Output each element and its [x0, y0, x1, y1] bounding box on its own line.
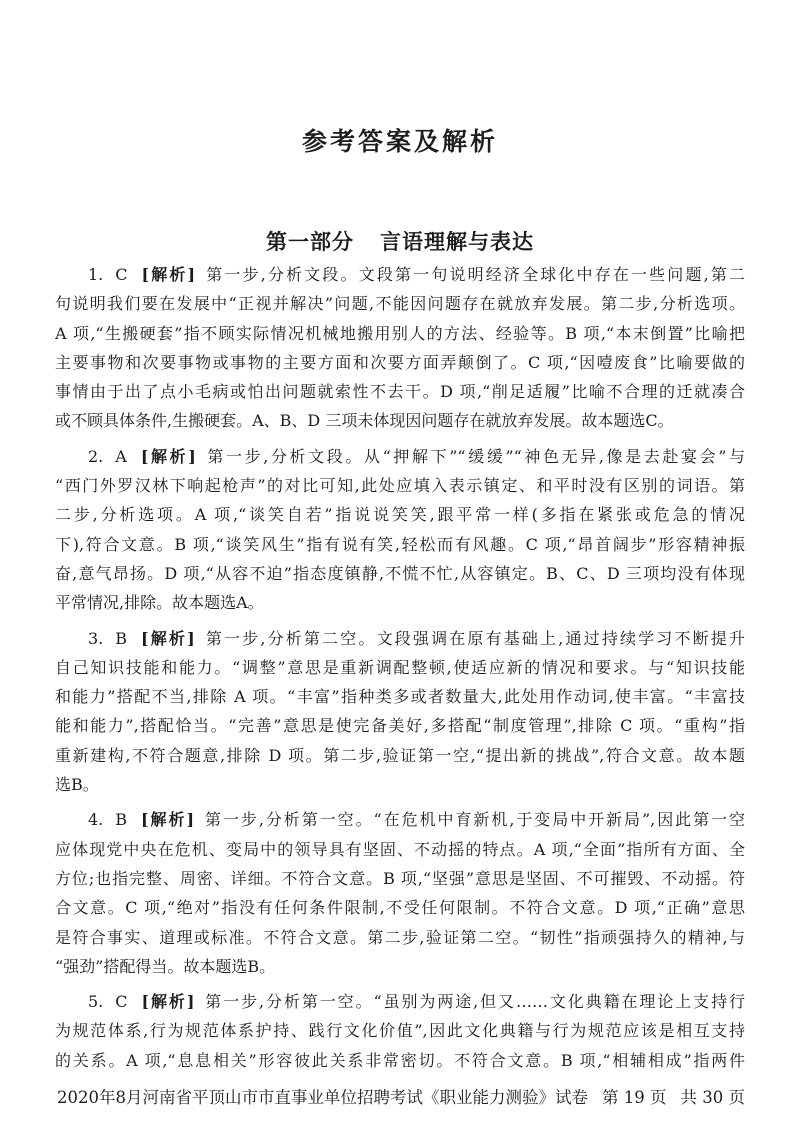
- explanation-line: 的关系。A 项,“息息相关”形容彼此关系非常密切。不符合文意。B 项,“相辅相成”指两件: [55, 1050, 745, 1070]
- explanation-line: [55, 624, 745, 653]
- explanation-line: 选B。: [55, 775, 99, 795]
- analysis-label: [解析]: [141, 992, 195, 1012]
- explanation-line: [55, 442, 745, 471]
- explanation-line: 为规范体系,行为规范体系护持、践行文化价值”,因此文化典籍与行为规范应该是相互支持: [55, 1021, 745, 1041]
- answer-item: [55, 624, 745, 800]
- explanation-line: [55, 805, 745, 834]
- question-number: 4.: [88, 810, 104, 830]
- explanation-line: 是符合事实、道理或标准。不符合文意。第二步,验证第二空。“韧性”指顽强持久的精神,与: [55, 927, 745, 947]
- section-name: 言语理解与表达: [380, 229, 534, 254]
- explanation-line: 句说明我们要在发展中“正视并解决”问题,不能因问题存在就放弃发展。第二步,分析选项。: [55, 294, 745, 314]
- question-number: 3.: [88, 628, 104, 648]
- explanation-text: 第一步,分析第一空。“虽别为两途,但又……文化典籍在理论上支持行: [203, 992, 745, 1012]
- explanation-line: 合文意。C 项,“绝对”指没有任何条件限制,不受任何限制。不符合文意。D 项,“正确”意思: [55, 898, 745, 918]
- question-number: 5.: [88, 992, 104, 1012]
- section-part: 第一部分: [266, 229, 354, 254]
- page-title: 参考答案及解析: [301, 127, 498, 156]
- explanation-line: 事情由于出了点小毛病或怕出问题就索性不去干。D 项,“削足适履”比喻不合理的迁就凑合: [55, 382, 745, 402]
- explanation-line: 方位;也指完整、周密、详细。不符合文意。B 项,“坚强”意思是坚固、不可摧毁、不动摇。符: [55, 868, 745, 888]
- explanation-line: 和能力”搭配不当,排除 A 项。“丰富”指种类多或者数量大,此处用作动词,使丰富。“丰富技: [55, 687, 745, 707]
- answer-item: [55, 260, 745, 436]
- explanation-line: 二步,分析选项。A 项,“谈笑自若”指说说笑笑,跟平常一样(多指在紧张或危急的情况: [55, 505, 745, 525]
- explanation-line: 奋,意气昂扬。D 项,“从容不迫”指态度镇静,不慌不忙,从容镇定。B、C、D 三项均没有体现: [55, 563, 745, 583]
- explanation-line: 自己知识技能和能力。“调整”意思是重新调配整顿,使适应新的情况和要求。与“知识技能: [55, 657, 745, 677]
- answer-list: [55, 260, 745, 1075]
- explanation-text: 第一步,分析第一空。“在危机中育新机,于变局中开新局”,因此第一空: [203, 810, 745, 830]
- explanation-line: 下),符合文意。B 项,“谈笑风生”指有说有笑,轻松而有风趣。C 项,“昂首阔步”形容精神振: [55, 534, 745, 554]
- page-footer: [57, 1087, 745, 1109]
- explanation-line: 重新建构,不符合题意,排除 D 项。第二步,验证第一空,“提出新的挑战”,符合文意。故本题: [55, 745, 745, 765]
- answer-letter: A: [115, 446, 127, 466]
- explanation-line: 或不顾具体条件,生搬硬套。A、B、D 三项未体现因问题存在就放弃发展。故本题选C。: [55, 411, 674, 431]
- page-total: 共 30 页: [680, 1088, 745, 1107]
- explanation-line: 主要事物和次要事物或事物的主要方面和次要方面弄颠倒了。C 项,“因噎废食”比喻要做的: [55, 352, 745, 372]
- exam-title: 2020年8月河南省平顶山市市直事业单位招聘考试《职业能力测验》试卷: [57, 1088, 588, 1107]
- explanation-text: 第一步,分析第二空。文段强调在原有基础上,通过持续学习不断提升: [203, 628, 745, 648]
- explanation-line: “西门外罗汉林下响起枪声”的对比可知,此处应填入表示镇定、和平时没有区别的词语。第: [55, 476, 745, 496]
- analysis-label: [解析]: [141, 810, 195, 830]
- explanation-text: 第一步,分析文段。从“押解下”“缓缓”“神色无异,像是去赴宴会”与: [204, 446, 745, 466]
- question-number: 1.: [88, 265, 104, 284]
- answer-item: [55, 987, 745, 1075]
- answer-item: [55, 805, 745, 981]
- answer-letter: B: [115, 628, 128, 648]
- analysis-label: [解析]: [141, 628, 195, 648]
- explanation-line: [55, 260, 745, 289]
- analysis-label: [解析]: [141, 265, 196, 284]
- explanation-line: [55, 987, 745, 1016]
- explanation-line: 能和能力”,搭配恰当。“完善”意思是使完备美好,多搭配“制度管理”,排除 C 项。“重构”指: [55, 716, 745, 736]
- explanation-line: 应体现党中央在危机、变局中的领导具有坚固、不动摇的特点。A 项,“全面”指所有方面、全: [55, 839, 745, 859]
- explanation-line: A 项,“生搬硬套”指不顾实际情况机械地搬用别人的方法、经验等。B 项,“本末倒置”比喻把: [55, 323, 745, 343]
- analysis-label: [解析]: [140, 446, 196, 466]
- answer-item: [55, 442, 745, 618]
- answer-letter: C: [115, 265, 128, 284]
- explanation-text: 第一步,分析文段。文段第一句说明经济全球化中存在一些问题,第二: [204, 265, 745, 284]
- explanation-line: 平常情况,排除。故本题选A。: [55, 593, 264, 613]
- question-number: 2.: [88, 446, 104, 466]
- answer-letter: B: [115, 810, 128, 830]
- page-number: 第 19 页: [602, 1088, 667, 1107]
- explanation-line: “强劲”搭配得当。故本题选B。: [55, 956, 276, 976]
- answer-letter: C: [115, 992, 128, 1012]
- section-heading: [0, 229, 800, 255]
